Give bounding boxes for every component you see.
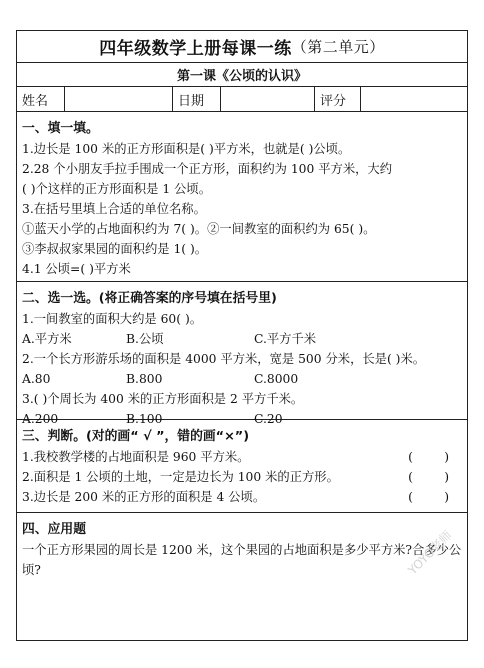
question-line: 1.边长是 100 米的正方形面积是( )平方米，也就是( )公顷。: [22, 142, 351, 156]
date-label: 日期: [173, 87, 221, 111]
score-field[interactable]: [361, 87, 467, 111]
title-main: 四年级数学上册每课一练: [99, 39, 292, 59]
question-line: 1.一间教室的面积大约是 60( )。: [22, 312, 203, 326]
section-title-apply: 四、应用题: [22, 522, 86, 537]
option-row: [22, 369, 463, 389]
score-label: 评分: [315, 87, 361, 111]
option-c: C.20: [254, 412, 283, 426]
option-b: B.100: [126, 412, 163, 426]
section-title-judge: 三、判断。(对的画“ √ ”，错的画“×”): [22, 429, 250, 444]
option-c: C.8000: [254, 372, 299, 386]
question-line: 4.1 公顷=( )平方米: [22, 262, 131, 276]
fill-section: [17, 112, 467, 282]
option-b: B.800: [126, 372, 163, 386]
question-line: 3.在括号里填上合适的单位名称。: [22, 202, 206, 216]
question-line: 2.28 个小朋友手拉手围成一个正方形，面积约为 100 平方米，大约: [22, 162, 393, 176]
judge-item: [22, 487, 463, 507]
student-info-row: [17, 87, 467, 112]
judge-section: [17, 420, 467, 513]
option-a: A.平方米: [22, 332, 72, 346]
name-label: 姓名: [17, 87, 65, 111]
worksheet: [16, 30, 468, 641]
section-title-choose: 二、选一选。(将正确答案的序号填在括号里): [22, 291, 277, 306]
question-line: ①蓝天小学的占地面积约为 7( )。②一间教室的面积约为 65( )。: [22, 222, 376, 236]
date-field[interactable]: [221, 87, 315, 111]
lesson-title: 第一课《公顷的认识》: [17, 63, 467, 87]
name-field[interactable]: [65, 87, 173, 111]
option-a: A.80: [22, 372, 51, 386]
apply-section: [17, 513, 467, 645]
judge-item: [22, 447, 463, 467]
choose-section: [17, 282, 467, 426]
word-problem: 一个正方形果园的周长是 1200 米，这个果园的占地面积是多少平方米?合多少公顷?: [22, 543, 462, 577]
option-row: [22, 409, 463, 429]
answer-paren[interactable]: ( ): [408, 450, 449, 464]
judge-statement: 2.面积是 1 公顷的土地，一定是边长为 100 米的正方形。: [22, 470, 339, 484]
option-b: B.公顷: [126, 332, 164, 346]
judge-statement: 3.边长是 200 米的正方形的面积是 4 公顷。: [22, 490, 266, 504]
option-row: [22, 329, 463, 349]
watermark: YOYO老师: [405, 528, 455, 578]
question-line: ( )个这样的正方形面积是 1 公顷。: [22, 182, 212, 196]
answer-paren[interactable]: ( ): [408, 470, 449, 484]
question-line: 3.( )个周长为 400 米的正方形面积是 2 平方千米。: [22, 392, 304, 406]
judge-item: [22, 467, 463, 487]
option-a: A.200: [22, 412, 59, 426]
section-title-fill: 一、填一填。: [22, 121, 99, 136]
option-c: C.平方千米: [254, 332, 317, 346]
worksheet-title: [17, 31, 467, 63]
answer-paren[interactable]: ( ): [408, 490, 449, 504]
title-unit: （第二单元）: [291, 38, 385, 56]
question-line: ③李叔叔家果园的面积约是 1( )。: [22, 242, 208, 256]
judge-statement: 1.我校教学楼的占地面积是 960 平方米。: [22, 450, 250, 464]
question-line: 2.一个长方形游乐场的面积是 4000 平方米，宽是 500 分米，长是( )米。: [22, 352, 426, 366]
